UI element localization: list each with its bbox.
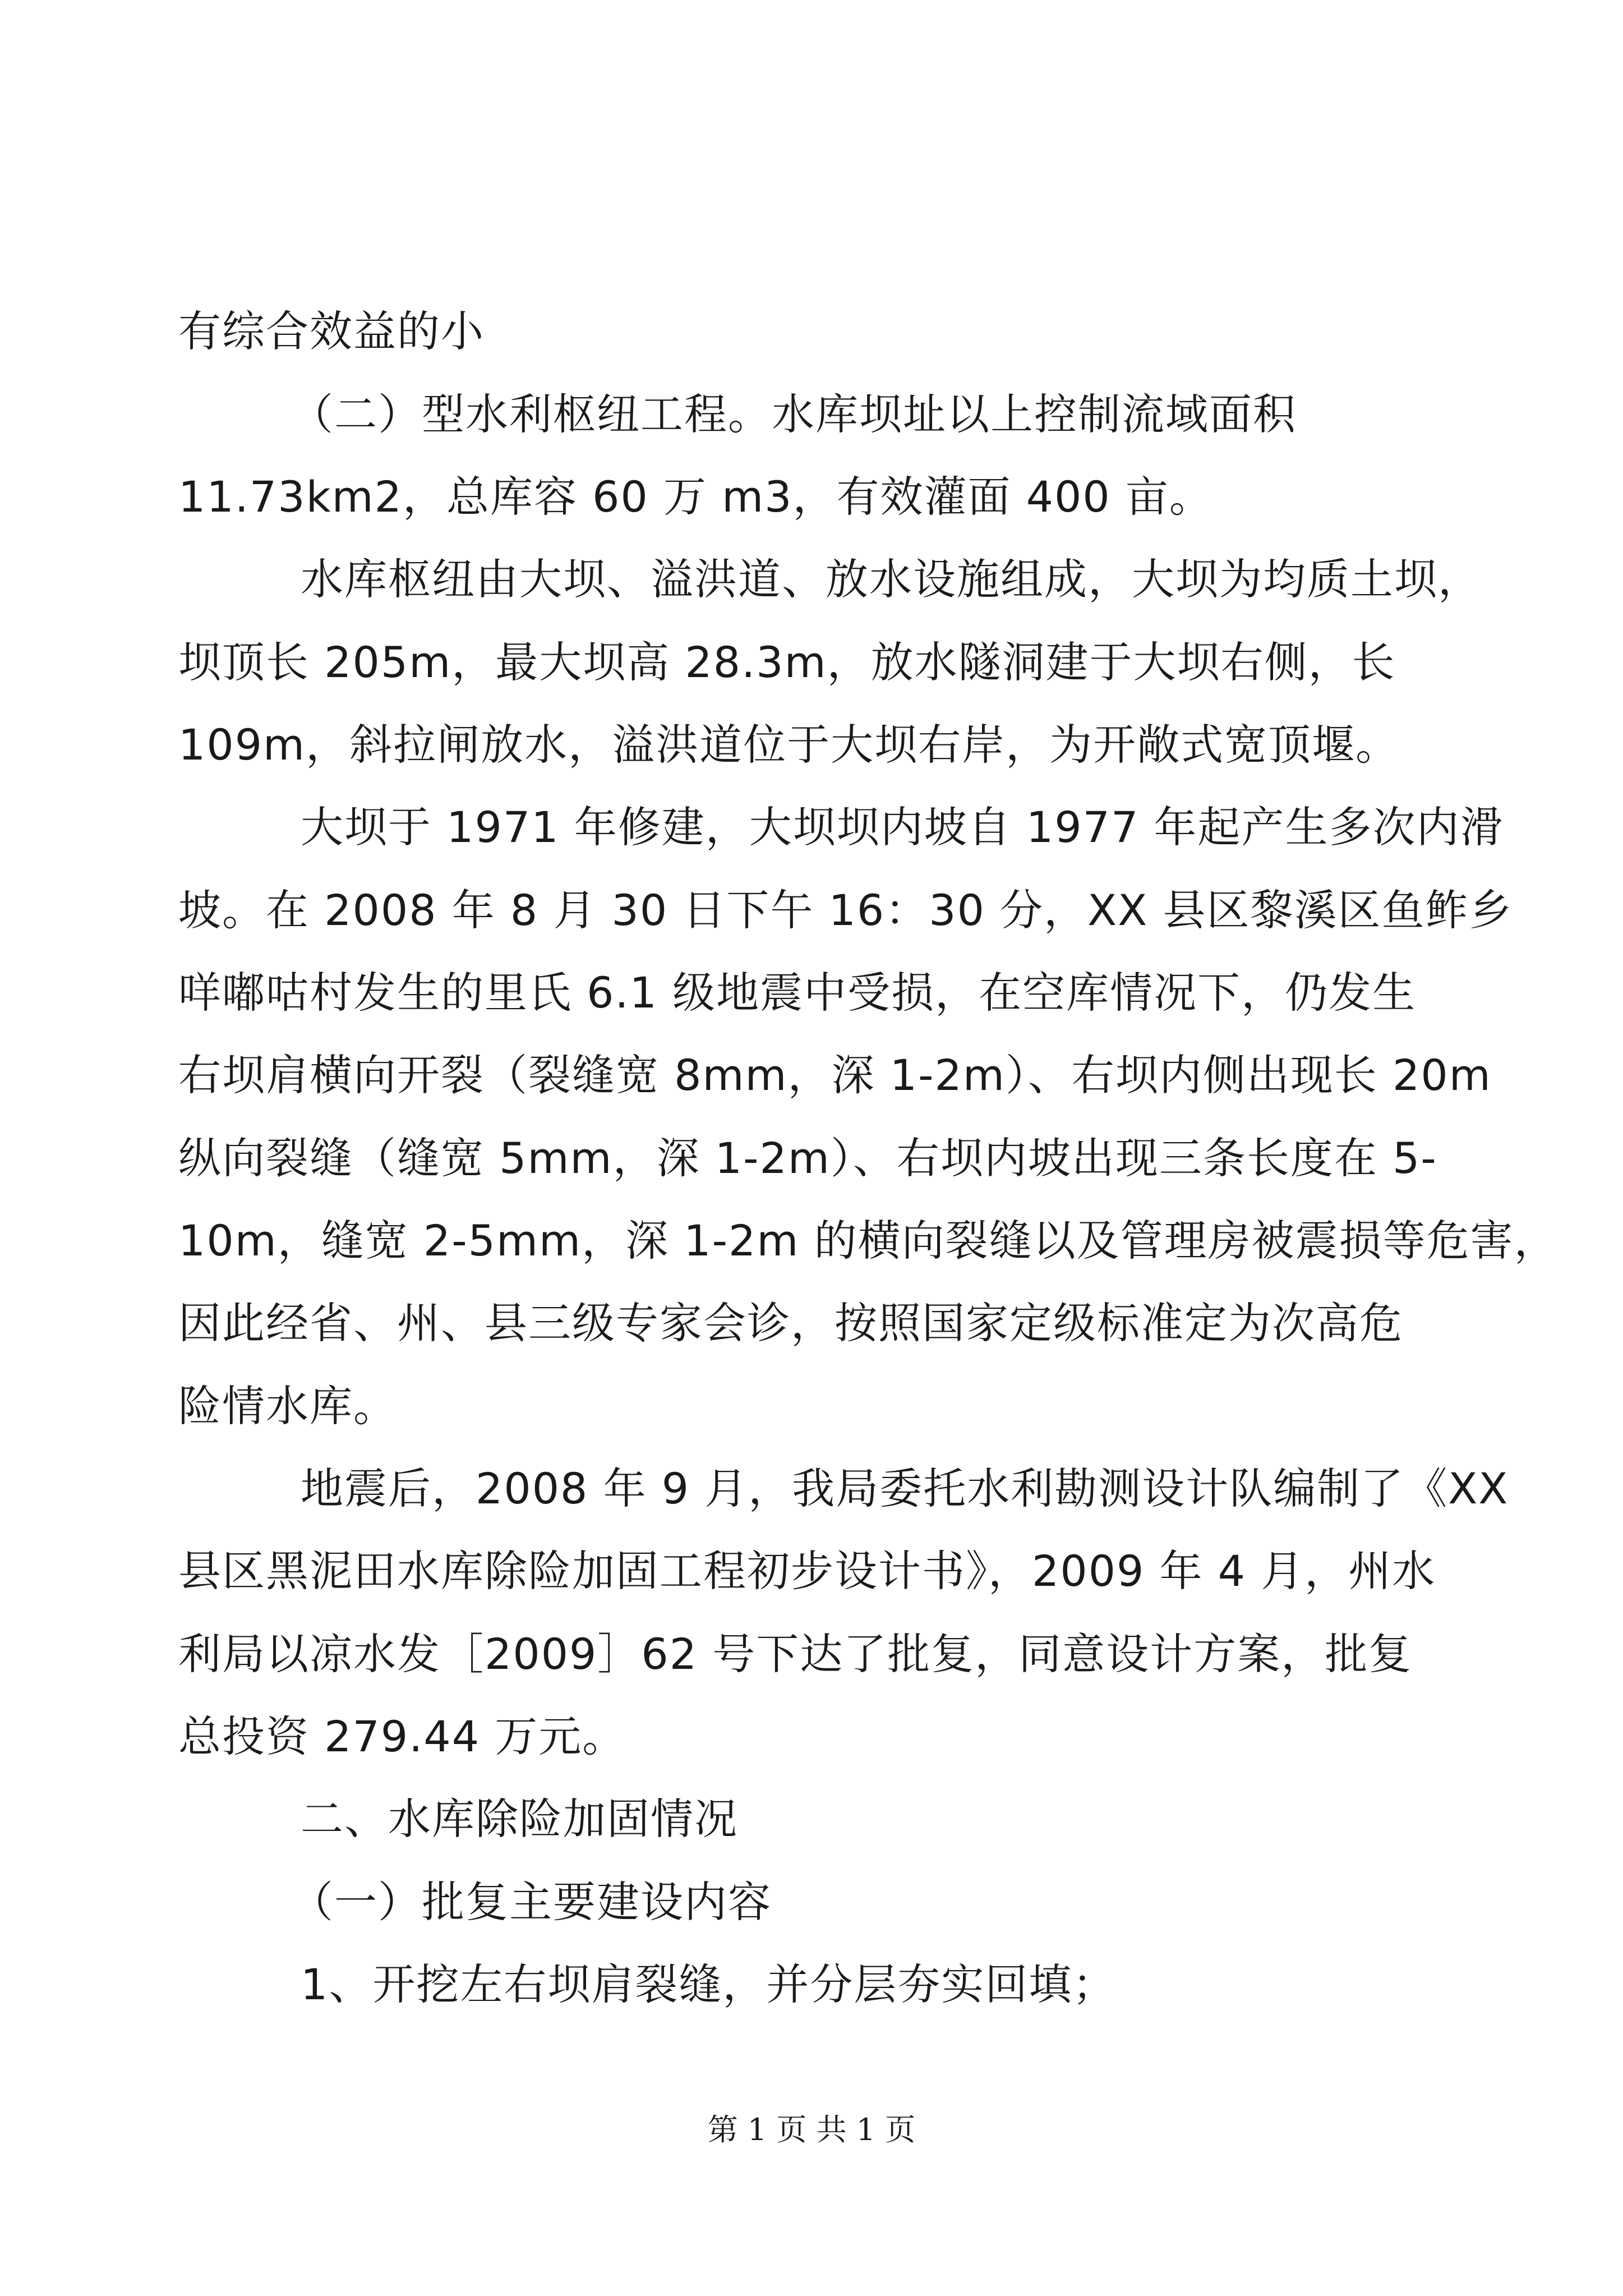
text-line: 险情水库。: [178, 1381, 397, 1431]
text-line: 坝顶长 205m，最大坝高 28.3m，放水隧洞建于大坝右侧，长: [178, 637, 1396, 687]
text-line: （二）型水利枢纽工程。水库坝址以上控制流域面积: [291, 389, 1297, 439]
text-line: 县区黑泥田水库除险加固工程初步设计书》，2009 年 4 月，州水: [178, 1546, 1436, 1596]
text-line: 大坝于 1971 年修建，大坝坝内坡自 1977 年起产生多次内滑: [301, 802, 1504, 852]
text-line: 地震后，2008 年 9 月，我局委托水利勘测设计队编制了《XX: [301, 1464, 1509, 1513]
page-footer: 第 1 页 共 1 页: [707, 2112, 916, 2147]
text-line: 坡。在 2008 年 8 月 30 日下午 16：30 分，XX 县区黎溪区鱼鲊乡: [178, 885, 1513, 935]
text-line: 右坝肩横向开裂（裂缝宽 8mm，深 1-2m）、右坝内侧出现长 20m: [178, 1050, 1492, 1100]
text-line: 纵向裂缝（缝宽 5mm，深 1-2m）、右坝内坡出现三条长度在 5-: [178, 1133, 1437, 1183]
text-line: 因此经省、州、县三级专家会诊，按照国家定级标准定为次高危: [178, 1298, 1403, 1348]
subsection-heading: （一）批复主要建设内容: [291, 1877, 772, 1927]
text-line: 11.73km2，总库容 60 万 m3，有效灌面 400 亩。: [178, 472, 1213, 522]
text-line: 10m，缝宽 2-5mm，深 1-2m 的横向裂缝以及管理房被震损等危害，: [178, 1216, 1558, 1266]
text-line: 总投资 279.44 万元。: [178, 1711, 626, 1761]
list-item: 1、开挖左右坝肩裂缝，并分层夯实回填；: [301, 1959, 1117, 2009]
text-line: 利局以凉水发［2009］62 号下达了批复，同意设计方案，批复: [178, 1629, 1413, 1679]
text-line: 有综合效益的小: [178, 306, 485, 356]
text-line: 109m，斜拉闸放水，溢洪道位于大坝右岸，为开敞式宽顶堰。: [178, 720, 1400, 770]
text-line: 咩嘟咕村发生的里氏 6.1 级地震中受损，在空库情况下，仍发生: [178, 968, 1417, 1018]
text-line: 水库枢纽由大坝、溢洪道、放水设施组成，大坝为均质土坝，: [301, 554, 1482, 604]
section-heading: 二、水库除险加固情况: [301, 1794, 738, 1844]
